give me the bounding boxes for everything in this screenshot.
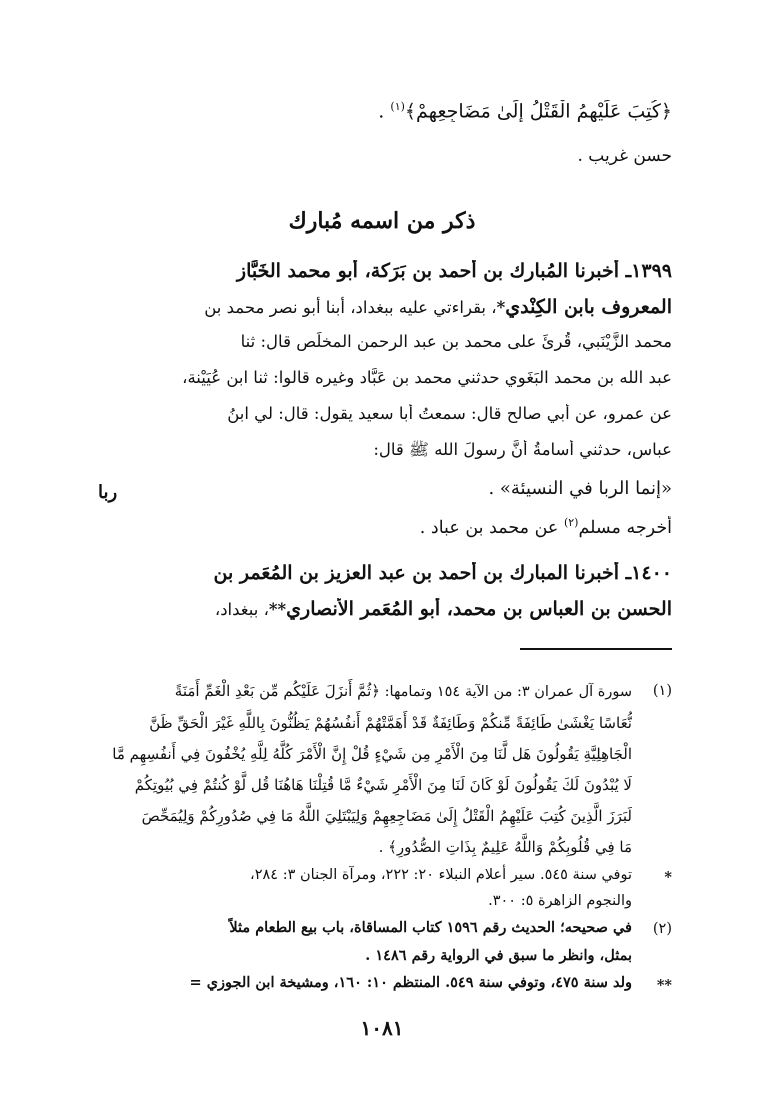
- isnad-text: ، ببغداد،: [214, 600, 269, 619]
- footnote-body: [82, 970, 632, 996]
- hadith-1400-line-2: [92, 598, 672, 620]
- footnote-line: توفي سنة ٥٤٥. سير أعلام النبلاء ٢٠: ٢٢٢، ومرآة الجنان ٣: ٢٨٤،: [250, 867, 632, 883]
- quran-quote: لَا يُبْدُونَ لَكَ يَقُولُونَ لَوْ كَانَ لَنَا مِنَ الْأَمْرِ شَيْءٌ مَّا قُتِلْنَا هَاهُنَا قُل لَّوْ كُنتُمْ فِي بُيُوتِكُمْ: [134, 776, 632, 794]
- hadith-1399-line-3: محمد الزَّيْنَبي، قُرِئَ على محمد بن عبد الرحمن المخلِّص قال: ثنا: [240, 332, 672, 351]
- margin-note: ربا: [98, 482, 118, 503]
- narrator-name: المعروف بابن الكِنْدي: [505, 296, 672, 318]
- hadith-takhrij: [92, 516, 672, 538]
- footnote-star-mark: *: [664, 869, 672, 886]
- quran-quote: مَا فِي قُلُوبِكُمْ وَاللَّهُ عَلِيمٌ بِذَاتِ الصُّدُورِ﴾ .: [378, 838, 632, 856]
- hadith-1399-line-2: [92, 296, 672, 318]
- footnote-star: *: [496, 298, 506, 317]
- footnote-body: [82, 676, 632, 863]
- quran-quote: لَبَرَزَ الَّذِينَ كُتِبَ عَلَيْهِمُ الْقَتْلُ إِلَىٰ مَضَاجِعِهِمْ وَلِيَبْتَلِيَ اللَّهُ مَا فِي صُدُورِكُمْ وَلِيُمَحِّصَ: [141, 807, 632, 825]
- footnote-2: [82, 914, 672, 970]
- footnote-line: والنجوم الزاهرة ٥: ٣٠٠.: [488, 893, 632, 909]
- quran-quote: نُّعَاسًا يَغْشَىٰ طَائِفَةً مِّنكُمْ وَطَائِفَةٌ قَدْ أَهَمَّتْهُمْ أَنفُسُهُمْ يَظُنُّونَ بِاللَّهِ غَيْرَ الْحَقِّ ظَنَّ: [149, 714, 632, 732]
- hadith-1400-line-1: ١٤٠٠ـ أخبرنا المبارك بن أحمد بن عبد العزيز بن المُعَمر بن: [213, 562, 672, 584]
- hadith-1399-line-6: عباس، حدثني أُسامةُ أَنَّ رسولَ الله ﷺ قال:: [373, 440, 672, 459]
- footnote-star-2: [82, 970, 672, 996]
- footnote-ref: (١): [390, 100, 405, 113]
- hadith-1399-line-1: ١٣٩٩ـ أخبرنا المُبارك بن أحمد بن بَرَكة، أبو محمد الخَبَّاز: [236, 260, 672, 282]
- footnote-line: في صحيحه؛ الحديث رقم ١٥٩٦ كتاب المساقاة، باب بيع الطعام مثلاً: [229, 919, 632, 936]
- section-heading: ذكر من اسمه مُبارك: [288, 208, 476, 234]
- footnote-line: بمثل، وانظر ما سبق في الرواية رقم ١٤٨٦ .: [365, 947, 632, 964]
- quran-verse: ﴿كُتِبَ عَلَيْهِمُ الْقَتْلُ إِلَىٰ مَضَاجِعِهِمْ﴾: [404, 100, 672, 123]
- hadith-grade: حسن غريب .: [577, 146, 672, 166]
- footnote-divider: [520, 648, 672, 650]
- hadith-matn: «إنما الربا في النسيئة» .: [488, 478, 672, 499]
- footnote-star-mark: **: [656, 977, 672, 994]
- takhrij-text: أخرجه مسلم: [578, 517, 672, 538]
- takhrij-text-end: عن محمد بن عباد .: [419, 517, 559, 538]
- narrator-name: الحسن بن العباس بن محمد، أبو المُعَمر الأنصاري: [286, 598, 672, 620]
- footnote-star-1: [82, 862, 672, 914]
- footnote-body: [82, 862, 632, 914]
- footnote-1: [82, 676, 672, 863]
- verse-end: .: [378, 100, 385, 123]
- footnote-intro: سورة آل عمران ٣: من الآية ١٥٤ وتمامها:: [384, 684, 632, 700]
- footnote-body: [82, 914, 632, 970]
- footnote-number: (١): [652, 683, 672, 699]
- quran-verse-line: [92, 100, 672, 122]
- hadith-1399-line-5: عن عمرو، عن أبي صالح قال: سمعتُ أبا سعيد يقول: قال: لي ابنُ: [227, 404, 672, 423]
- hadith-1399-line-4: عبد الله بن محمد البَغَوي حدثني محمد بن عَبَّاد وغيره قالوا: ثنا ابن عُيَيْنة،: [182, 368, 672, 387]
- quran-quote: الْجَاهِلِيَّةِ يَقُولُونَ هَل لَّنَا مِنَ الْأَمْرِ مِن شَيْءٍ قُلْ إِنَّ الْأَمْرَ كُلَّهُ لِلَّهِ يُخْفُونَ فِي أَنفُسِهِم مَّا: [112, 745, 632, 763]
- footnote-number: (٢): [652, 921, 672, 937]
- page-number: ١٠٨١: [360, 1016, 404, 1040]
- isnad-text: ، بقراءتي عليه ببغداد، أبنا أبو نصر محمد بن: [204, 298, 497, 317]
- quran-quote: ﴿ثُمَّ أَنزَلَ عَلَيْكُم مِّن بَعْدِ الْغَمِّ أَمَنَةً: [174, 682, 381, 700]
- footnote-star: **: [268, 600, 287, 619]
- footnote-line: ولد سنة ٤٧٥، وتوفي سنة ٥٤٩. المنتظم ١٠: ١٦٠، ومشيخة ابن الجوزي =: [189, 974, 632, 991]
- footnote-ref: (٢): [563, 516, 579, 529]
